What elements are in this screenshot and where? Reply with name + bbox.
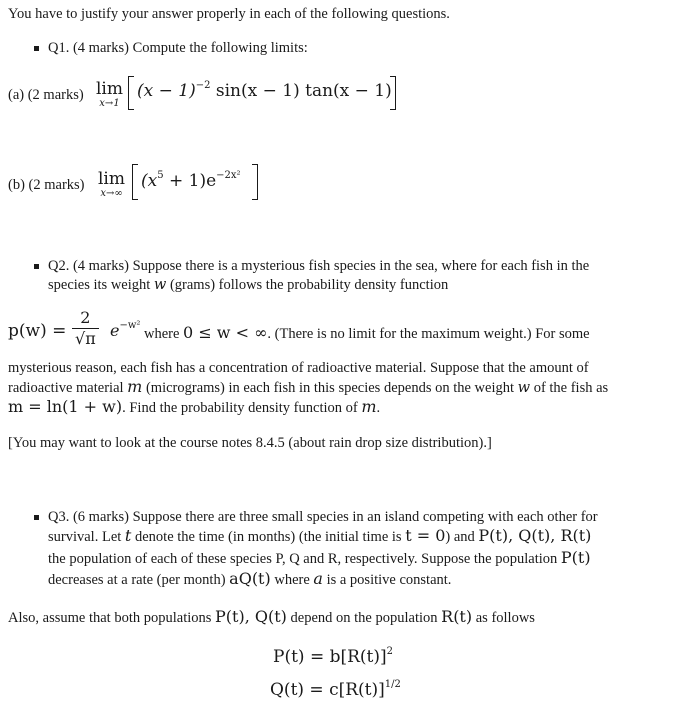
q2-line5 — [8, 378, 608, 397]
q3-pqr: P(t), Q(t), R(t) — [478, 526, 592, 545]
q2-line5-post: of the fish as — [530, 380, 609, 396]
q1b-bracket-left — [132, 164, 138, 200]
q3-equation-p — [273, 648, 393, 666]
q2-pdf-range: 0 ≤ w < ∞ — [183, 323, 268, 342]
q3-line2-and: ) and — [445, 529, 479, 545]
q2-pdf-line — [144, 324, 590, 343]
q2-pdf-exponent: −w² — [119, 320, 141, 331]
q3-line3-pre: the population of each of these species P, Q and R, respectively. Suppose the population — [48, 551, 561, 567]
q2-line2-post: (grams) follows the probability density function — [166, 277, 449, 293]
q3-line2-mid: denote the time (in months) (the initial time is — [131, 529, 406, 545]
q2-pdf-where: where — [144, 326, 184, 342]
q2-line6-end: . — [376, 400, 381, 416]
q3-line3 — [48, 549, 591, 568]
q2-line6-equation: m = ln(1 + w) — [8, 397, 123, 416]
q2-line6-post: . Find the probability density function of — [122, 400, 362, 416]
q3-also-line — [8, 608, 535, 627]
q3-aq: aQ(t) — [229, 569, 271, 588]
q3-equation-q — [270, 681, 401, 699]
q3-line1: Q3. (6 marks) Suppose there are three small species in an island competing with each other for — [48, 509, 598, 525]
q2-pdf-lhs: p(w) = — [8, 321, 67, 341]
q1b-exponent1: 5 — [157, 170, 164, 181]
q1b-lim-sub: x→∞ — [100, 188, 123, 199]
q1b-lim-word: lim — [98, 169, 125, 189]
q1a-label: (a) (2 marks) — [8, 87, 84, 103]
q1a-bracket-right — [390, 76, 396, 110]
q1b-expr-part1: (x — [141, 171, 158, 191]
q1b-bracket-right — [252, 164, 258, 200]
q2-line4: mysterious reason, each fish has a concentration of radioactive material. Suppose that the amount of — [8, 360, 589, 376]
q2-line2-pre: species its weight — [48, 277, 154, 293]
q3-eq1-exponent: 2 — [386, 646, 394, 657]
q2-line1: Q2. (4 marks) Suppose there is a mysterious fish species in the sea, where for each fish in the — [48, 258, 590, 274]
q2-pdf-exp — [110, 322, 140, 340]
q3-also-r: R(t) — [441, 607, 473, 626]
bullet-q1 — [34, 46, 39, 51]
q1a-exponent: −2 — [195, 80, 211, 91]
q3-line3-p: P(t) — [560, 548, 591, 567]
intro-text: You have to justify your answer properly in each of the following questions. — [8, 6, 450, 22]
q2-pdf-e: e — [110, 321, 120, 340]
q1a-expr-part2: sin(x − 1) tan(x − 1) — [210, 81, 392, 101]
q3-var-a: a — [313, 569, 323, 588]
q1a-lim — [96, 80, 123, 109]
q1b-exponent2: −2x² — [216, 170, 241, 181]
q3-eq1-body: P(t) = b[R(t)] — [273, 647, 387, 667]
q3-also-mid: depend on the population — [286, 610, 442, 626]
q3-line4-pre: decreases at a rate (per month) — [48, 572, 230, 588]
q2-var-w: w — [153, 277, 167, 293]
q3-eq2-body: Q(t) = c[R(t)] — [270, 680, 385, 700]
q2-line6-var-m: m — [361, 397, 377, 416]
q1b-lim — [98, 170, 125, 199]
q2-pdf-denominator: √π — [75, 329, 96, 348]
q2-line5-mid: (micrograms) in each fish in this species depends on the weight — [142, 380, 518, 396]
q2-pdf-numerator: 2 — [72, 308, 99, 329]
q3-line2-pre: survival. Let — [48, 529, 125, 545]
q1a-expression — [137, 82, 392, 100]
q2-var-w2: w — [517, 380, 531, 396]
q3-also-post: as follows — [472, 610, 535, 626]
q1b-label: (b) (2 marks) — [8, 177, 85, 193]
q3-eq2-exponent: 1/2 — [384, 679, 401, 690]
q1b-expr-part2: + 1)e — [163, 171, 217, 191]
q2-pdf-tail: . (There is no limit for the maximum weight.) For some — [267, 326, 590, 342]
q1a-bracket-left — [128, 76, 134, 110]
q3-also-pre: Also, assume that both populations — [8, 610, 216, 626]
q3-line4-post: is a positive constant. — [322, 572, 452, 588]
q3-t0: t = 0 — [405, 526, 446, 545]
q1a-expr-part1: (x − 1) — [137, 81, 196, 101]
q2-var-m: m — [127, 377, 143, 396]
q2-note: [You may want to look at the course notes 8.4.5 (about rain drop size distribution).] — [8, 435, 492, 451]
q2-line6 — [8, 398, 380, 417]
bullet-q3 — [34, 515, 39, 520]
q3-line2 — [48, 527, 591, 546]
q1a-lim-sub: x→1 — [99, 98, 120, 109]
q1b-expression — [141, 172, 241, 190]
q3-line4-mid: where — [270, 572, 314, 588]
q1-header: Q1. (4 marks) Compute the following limits: — [48, 40, 308, 56]
q2-pdf-fraction — [72, 308, 99, 349]
q2-line5-pre: radioactive material — [8, 380, 128, 396]
q3-also-pq: P(t), Q(t) — [215, 607, 287, 626]
q1a-lim-word: lim — [96, 79, 123, 99]
q3-line4 — [48, 570, 451, 589]
bullet-q2 — [34, 264, 39, 269]
q2-line2 — [48, 276, 448, 294]
q3-var-t: t — [124, 526, 132, 545]
